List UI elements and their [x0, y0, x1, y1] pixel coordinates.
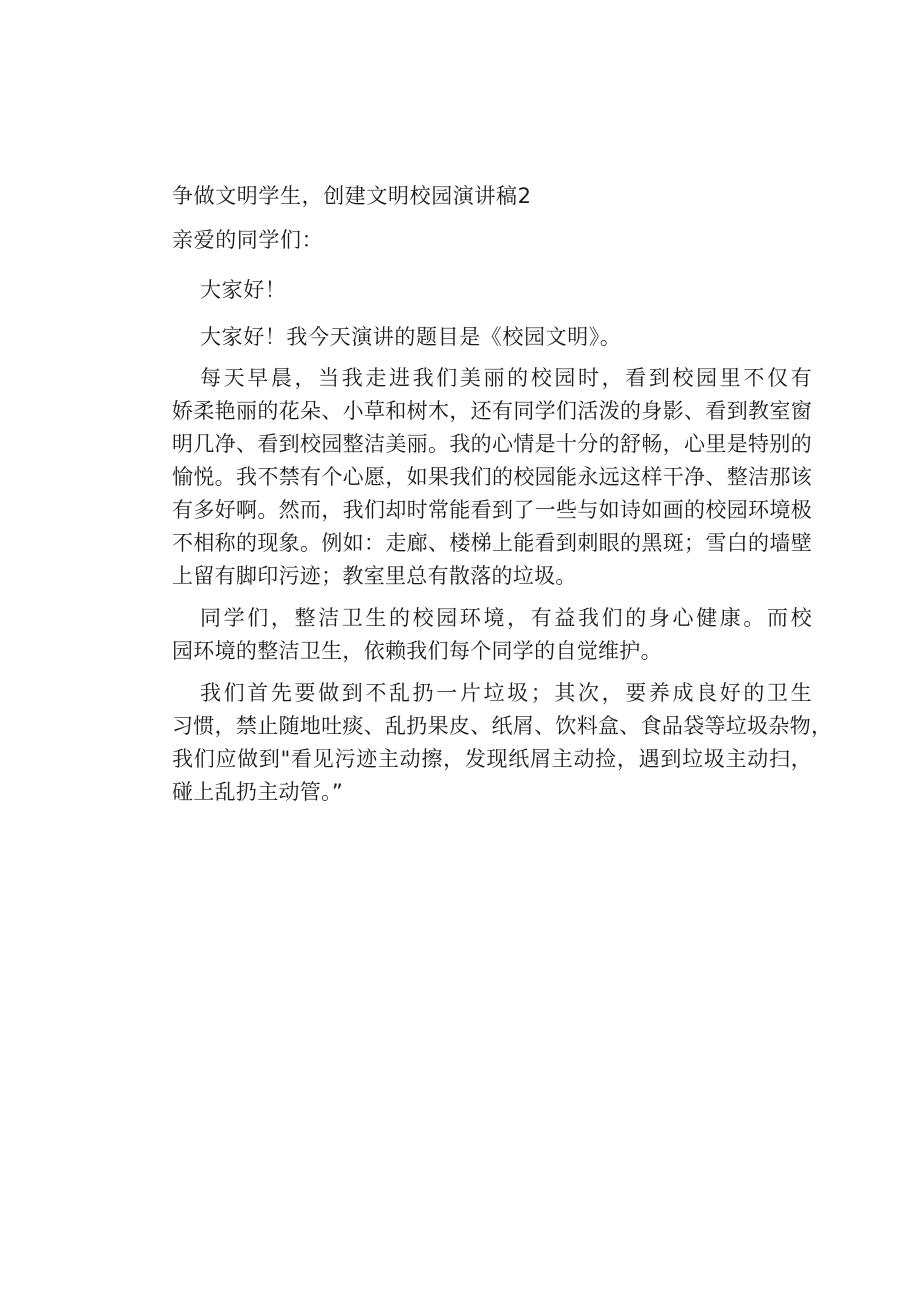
paragraph-morning-campus	[172, 362, 812, 593]
paragraph-line: 明几净、看到校园整洁美丽。我的心情是十分的舒畅，心里是特别的	[172, 432, 812, 456]
speech-title: 争做文明学生，创建文明校园演讲稿2	[172, 184, 532, 208]
paragraph-line: 娇柔艳丽的花朵、小草和树木，还有同学们活泼的身影、看到教室窗	[172, 399, 812, 423]
paragraph-line: 上留有脚印污迹；教室里总有散落的垃圾。	[172, 564, 577, 588]
paragraph-good-habits	[172, 677, 833, 809]
paragraph-line: 有多好啊。然而，我们却时常能看到了一些与如诗如画的校园环境极	[172, 498, 812, 522]
intro-line: 大家好！我今天演讲的题目是《校园文明》。	[200, 325, 622, 349]
paragraph-line: 同学们，整洁卫生的校园环境，有益我们的身心健康。而校	[200, 606, 812, 630]
paragraph-line: 每天早晨，当我走进我们美丽的校园时，看到校园里不仅有	[200, 366, 812, 390]
paragraph-line: 不相称的现象。例如：走廊、楼梯上能看到刺眼的黑斑；雪白的墙壁	[172, 531, 812, 555]
paragraph-clean-environment	[172, 602, 812, 668]
salutation: 亲爱的同学们：	[172, 228, 324, 252]
greeting: 大家好！	[200, 278, 287, 302]
document-body	[172, 180, 833, 818]
paragraph-line: 我们应做到"看见污迹主动擦，发现纸屑主动捡，遇到垃圾主动扫，	[172, 747, 812, 771]
paragraph-line: 习惯，禁止随地吐痰、乱扔果皮、纸屑、饮料盒、食品袋等垃圾杂物，	[172, 714, 833, 738]
paragraph-line: 愉悦。我不禁有个心愿，如果我们的校园能永远这样干净、整洁那该	[172, 465, 812, 489]
paragraph-line: 我们首先要做到不乱扔一片垃圾；其次，要养成良好的卫生	[200, 681, 812, 705]
paragraph-line: 碰上乱扔主动管。”	[172, 780, 344, 804]
paragraph-line: 园环境的整洁卫生，依赖我们每个同学的自觉维护。	[172, 639, 662, 663]
